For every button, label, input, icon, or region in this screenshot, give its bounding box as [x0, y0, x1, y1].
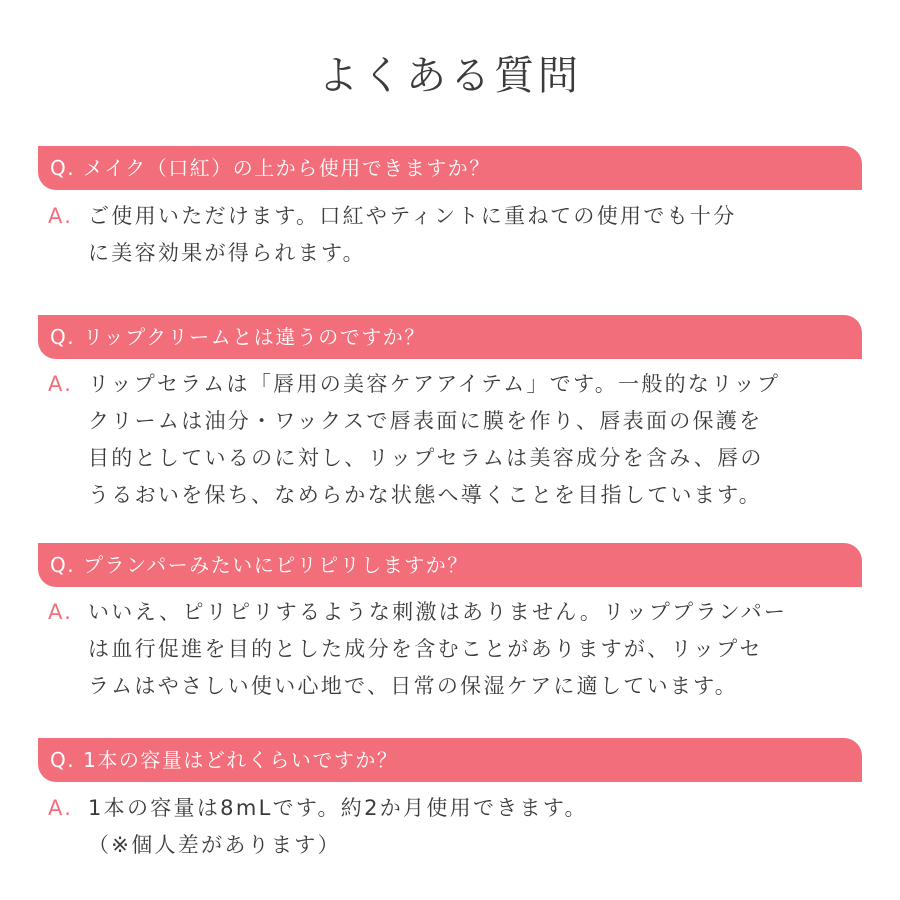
faq-answer-line: いいえ、ピリピリするような刺激はありません。リッププランパー: [88, 600, 788, 624]
page-title: よくある質問: [318, 53, 582, 99]
answer-marker: A.: [48, 796, 74, 820]
faq-answer-line: ラムはやさしい使い心地で、日常の保湿ケアに適しています。: [88, 674, 739, 698]
faq-answer-line: は血行促進を目的とした成分を含むことがありますが、リップセ: [88, 637, 763, 661]
answer-marker: A.: [48, 600, 74, 624]
answer-marker: A.: [48, 204, 74, 228]
faq-question-text: プランパーみたいにピリピリしますか？: [83, 553, 469, 577]
faq-question-text: メイク（口紅）の上から使用できますか？: [83, 156, 491, 180]
faq-question-bar: [38, 738, 862, 782]
faq-answer-line: に美容効果が得られます。: [88, 241, 366, 265]
answer-marker: A.: [48, 372, 74, 396]
faq-answer-line: 1本の容量は8mLです。約2か月使用できます。: [88, 796, 588, 820]
faq-answer-line: 目的としているのに対し、リップセラムは美容成分を含み、唇の: [88, 446, 764, 470]
faq-answer-line: （※個人差があります）: [88, 833, 341, 857]
faq-answer-line: クリームは油分・ワックスで唇表面に膜を作り、唇表面の保護を: [88, 409, 763, 433]
faq-answer-line: リップセラムは「唇用の美容ケアアイテム」です。一般的なリップ: [88, 372, 781, 396]
faq-answer-line: うるおいを保ち、なめらかな状態へ導くことを目指しています。: [88, 483, 763, 507]
faq-question-bar: [38, 146, 862, 190]
faq-question-text: リップクリームとは違うのですか？: [83, 325, 426, 349]
question-marker: Q.: [50, 325, 76, 349]
faq-answer: [48, 790, 848, 864]
faq-answer: [48, 366, 848, 514]
faq-question-text: 1本の容量はどれくらいですか？: [83, 748, 399, 772]
question-marker: Q.: [50, 748, 76, 772]
faq-answer-line: ご使用いただけます。口紅やティントに重ねての使用でも十分: [88, 204, 737, 228]
faq-question-bar: [38, 543, 862, 587]
faq-answer: [48, 198, 848, 272]
faq-question-bar: [38, 315, 862, 359]
question-marker: Q.: [50, 553, 76, 577]
question-marker: Q.: [50, 156, 76, 180]
faq-answer: [48, 594, 848, 705]
